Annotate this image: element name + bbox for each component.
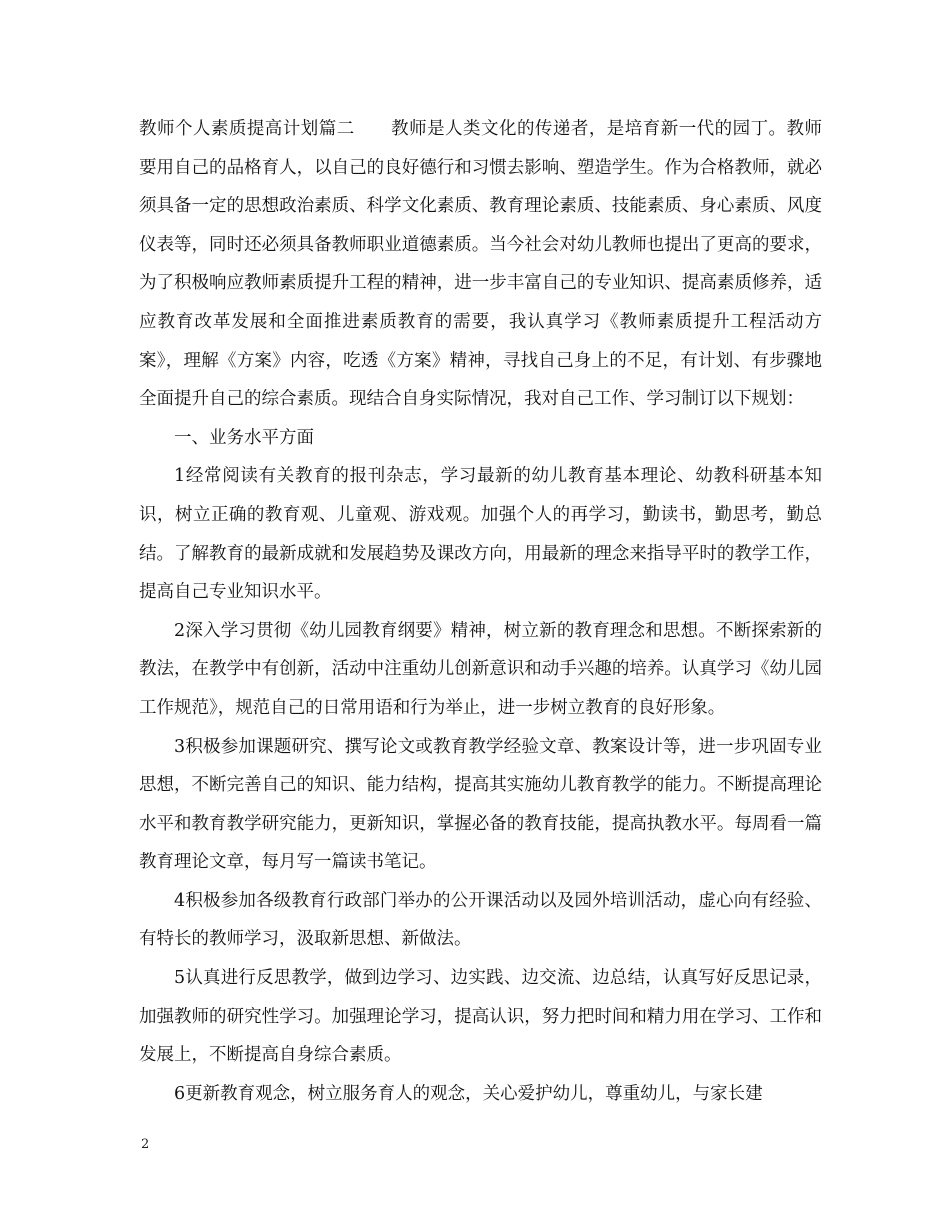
paragraph-item-6: 6更新教育观念，树立服务育人的观念，关心爱护幼儿，尊重幼儿，与家长建 bbox=[174, 1083, 763, 1104]
paragraph-item-5: 5认真进行反思教学，做到边学习、边实践、边交流、边总结，认真写好反思记录，加强教师的研究性学习。加强理论学习，提高认识，努力把时间和精力用在学习、工作和发展上，不断提高自身综合素质。 bbox=[139, 968, 822, 1066]
paragraph-item-4: 4积极参加各级教育行政部门举办的公开课活动以及园外培训活动，虚心向有经验、有特长的教师学习，汲取新思想、新做法。 bbox=[139, 890, 822, 950]
paragraph-item-2: 2深入学习贯彻《幼儿园教育纲要》精神，树立新的教育理念和思想。不断探索新的教法，在教学中有创新，活动中注重幼儿创新意识和动手兴趣的培养。认真学习《幼儿园工作规范》，规范自己的日常用语和行为举止，进一步树立教育的良好形象。 bbox=[139, 620, 822, 718]
section-heading: 一、业务水平方面 bbox=[174, 427, 314, 448]
paragraph-item-3: 3积极参加课题研究、撰写论文或教育教学经验文章、教案设计等，进一步巩固专业思想，不断完善自己的知识、能力结构，提高其实施幼儿教育教学的能力。不断提高理论水平和教育教学研究能力，更新知识，掌握必备的教育技能，提高执教水平。每周看一篇教育理论文章，每月写一篇读书笔记。 bbox=[139, 736, 822, 873]
document-body bbox=[139, 110, 822, 1113]
page-number: 2 bbox=[141, 1137, 150, 1152]
paragraph-item-1: 1经常阅读有关教育的报刊杂志，学习最新的幼儿教育基本理论、幼教科研基本知识，树立正确的教育观、儿童观、游戏观。加强个人的再学习，勤读书，勤思考，勤总结。了解教育的最新成就和发展趋势及课改方向，用最新的理念来指导平时的教学工作，提高自己专业知识水平。 bbox=[139, 466, 822, 603]
intro-text: 教师是人类文化的传递者，是培育新一代的园丁。教师要用自己的品格育人，以自己的良好德行和习惯去影响、塑造学生。作为合格教师，就必须具备一定的思想政治素质、科学文化素质、教育理论素质、技能素质、身心素质、风度仪表等，同时还必须具备教师职业道德素质。当今社会对幼儿教师也提出了更高的要求，为了积极响应教师素质提升工程的精神，进一步丰富自己的专业知识、提高素质修养，适应教育改革发展和全面推进素质教育的需要，我认真学习《教师素质提升工程活动方案》，理解《方案》内容，吃透《方案》精神，寻找自己身上的不足，有计划、有步骤地全面提升自己的综合素质。现结合自身实际情况，我对自己工作、学习制订以下规划： bbox=[139, 119, 823, 410]
document-title: 教师个人素质提高计划篇二 bbox=[139, 119, 355, 139]
intro-paragraph bbox=[139, 110, 822, 419]
